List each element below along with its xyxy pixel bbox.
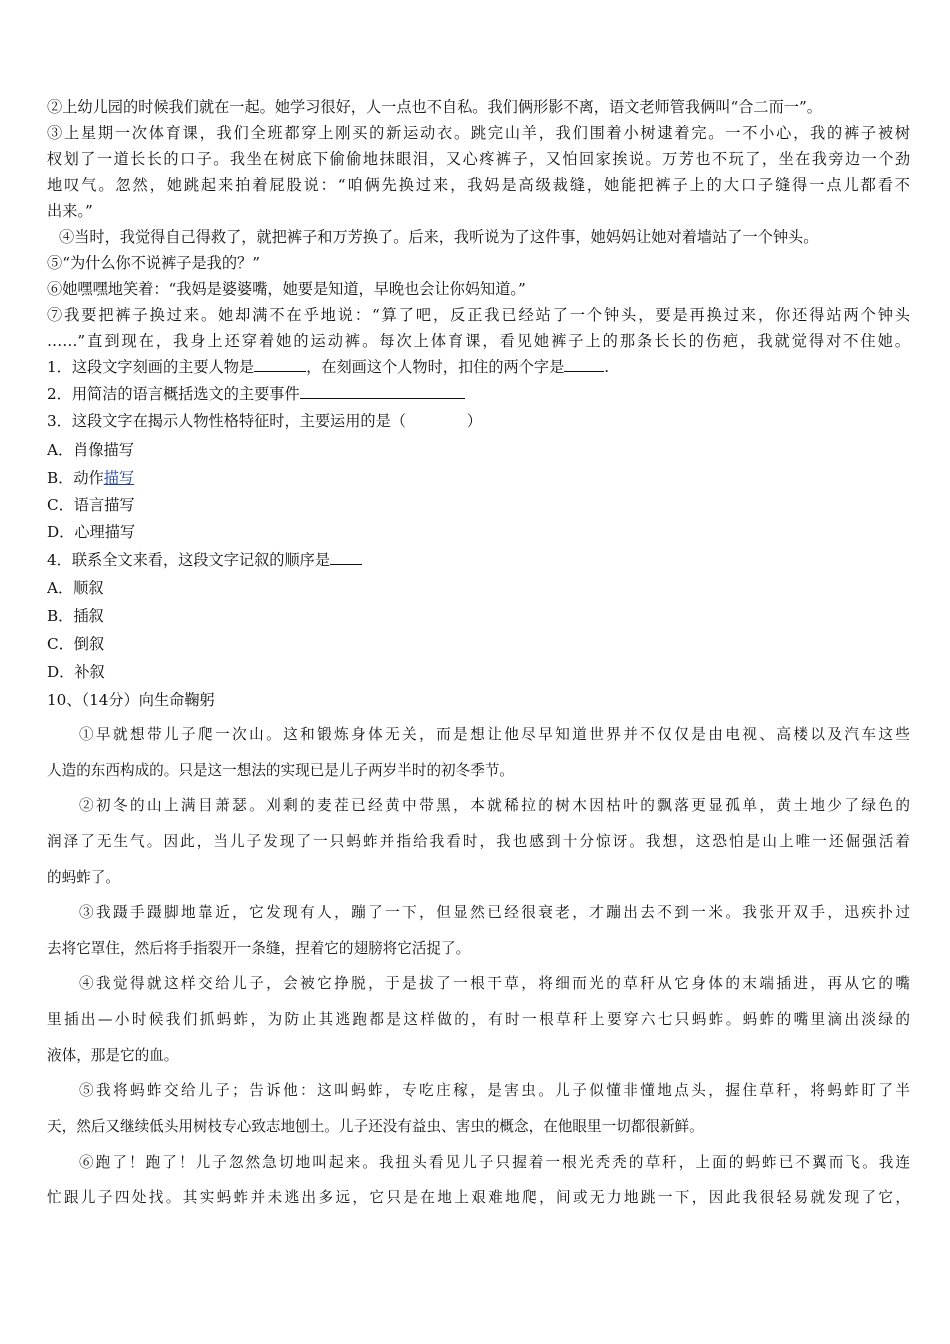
passage-paragraph: ②上幼儿园的时候我们就在一起。她学习很好，人一点也不自私。我们俩形影不离，语文老师管我俩叫“合二而一”。 xyxy=(47,98,822,116)
passage-paragraph: ①早就想带儿子爬一次山。这和锻炼身体无关，而是想让他尽早知道世界并不仅仅是由电视、高楼以及汽车这些 xyxy=(79,726,910,743)
passage-line: 里插出—小时候我们抓蚂蚱，为防止其逃跑都是这样做的，有时一根草秆上要穿六七只蚂蚱。蚂蚱的嘴里滴出淡绿的 xyxy=(47,1011,910,1028)
question-2 xyxy=(47,383,910,405)
section-heading: 10、（14分）向生命鞠躬 xyxy=(47,691,215,709)
passage-line: ……”直到现在，我身上还穿着她的运动裤。每次上体育课，看见她裤子上的那条长长的伤疤，我就觉得对不住她。 xyxy=(47,332,910,350)
passage-paragraph: ②初冬的山上满目萧瑟。刈剩的麦茬已经黄中带黑，本就稀拉的树木因枯叶的飘落更显孤单，黄土地少了绿色的 xyxy=(79,797,910,814)
answer-blank[interactable] xyxy=(564,356,604,372)
passage-paragraph: ④我觉得就这样交给儿子，会被它挣脱，于是拔了一根干草，将细而光的草秆从它身体的末端插进，再从它的嘴 xyxy=(79,975,910,992)
passage-line: 润泽了无生气。因此，当儿子发现了一只蚂蚱并指给我看时，我也感到十分惊讶。我想，这恐怕是山上唯一还倔强活着 xyxy=(47,833,910,850)
question-4-text: 4．联系全文来看，这段文字记叙的顺序是 xyxy=(47,551,331,569)
passage-line: 去将它罩住，然后将手指裂开一条缝，捏着它的翅膀将它活捉了。 xyxy=(47,940,471,957)
passage-line: 杈划了一道长长的口子。我坐在树底下偷偷地抹眼泪，又心疼裤子，又怕回家挨说。万芳也不玩了，坐在我旁边一个劲 xyxy=(47,150,910,168)
passage-paragraph: ⑤“为什么你不说裤子是我的？” xyxy=(47,254,260,272)
question-2-text: 2．用简洁的语言概括选文的主要事件 xyxy=(47,385,300,403)
option-b: B．插叙 xyxy=(47,607,104,625)
question-1-text-c: . xyxy=(604,358,610,376)
passage-line: 忙跟儿子四处找。其实蚂蚱并未逃出多远，它只是在地上艰难地爬，间或无力地跳一下，因此我很轻易就发现了它， xyxy=(47,1189,910,1206)
option-d: D．补叙 xyxy=(47,663,105,681)
passage-paragraph: ③上星期一次体育课，我们全班都穿上刚买的新运动衣。跳完山羊，我们围着小树逮着完。一不小心，我的裤子被树 xyxy=(47,124,910,142)
passage-paragraph: ⑤我将蚂蚱交给儿子；告诉他：这叫蚂蚱，专吃庄稼，是害虫。儿子似懂非懂地点头，握住草秆，将蚂蚱盯了半 xyxy=(79,1082,910,1099)
option-c: C．倒叙 xyxy=(47,635,105,653)
option-c: C．语言描写 xyxy=(47,496,135,514)
passage-paragraph: ③我蹑手蹑脚地靠近，它发现有人，蹦了一下，但显然已经很衰老，才蹦出去不到一米。我张开双手，迅疾扑过 xyxy=(79,904,910,921)
question-1 xyxy=(47,356,910,378)
passage-paragraph: ④当时，我觉得自己得救了，就把裤子和万芳换了。后来，我听说为了这件事，她妈妈让她对着墙站了一个钟头。 xyxy=(59,228,819,246)
question-1-text-a: 1．这段文字刻画的主要人物是 xyxy=(47,358,255,376)
option-b xyxy=(47,467,910,489)
question-4 xyxy=(47,549,910,571)
option-a: A．肖像描写 xyxy=(47,441,134,459)
passage-line: 天，然后又继续低头用树枝专心致志地刨土。儿子还没有益虫、害虫的概念，在他眼里一切都很新鲜。 xyxy=(47,1118,704,1135)
option-a: A．顺叙 xyxy=(47,579,104,597)
question-1-text-b: ，在刻画这个人物时，扣住的两个字是 xyxy=(306,358,565,376)
question-3: 3．这段文字在揭示人物性格特征时，主要运用的是（ ） xyxy=(47,412,482,430)
option-d: D．心理描写 xyxy=(47,523,136,541)
passage-paragraph: ⑦我要把裤子换过来。她却满不在乎地说：“算了吧，反正我已经站了一个钟头，要是再换过来，你还得站两个钟头 xyxy=(47,306,910,324)
option-b-link[interactable]: 描写 xyxy=(103,469,135,487)
passage-line: 人造的东西构成的。只是这一想法的实现已是儿子两岁半时的初冬季节。 xyxy=(47,762,515,779)
passage-line: 的蚂蚱了。 xyxy=(47,869,120,886)
option-b-prefix: B．动作 xyxy=(47,469,104,487)
answer-blank[interactable] xyxy=(300,383,465,399)
answer-blank[interactable] xyxy=(330,549,362,565)
passage-line: 出来。” xyxy=(47,202,93,220)
passage-paragraph: ⑥跑了！跑了！儿子忽然急切地叫起来。我扭头看见儿子只握着一根光秃秃的草秆，上面的蚂蚱已不翼而飞。我连 xyxy=(79,1154,910,1171)
passage-paragraph: ⑥她嘿嘿地笑着：“我妈是婆婆嘴，她要是知道，早晚也会让你妈知道。” xyxy=(47,280,526,298)
passage-line: 地叹气。忽然，她跳起来拍着屁股说：“咱俩先换过来，我妈是高级裁缝，她能把裤子上的大口子缝得一点儿都看不 xyxy=(47,176,910,194)
answer-blank[interactable] xyxy=(254,356,306,372)
passage-line: 液体，那是它的血。 xyxy=(47,1047,179,1064)
